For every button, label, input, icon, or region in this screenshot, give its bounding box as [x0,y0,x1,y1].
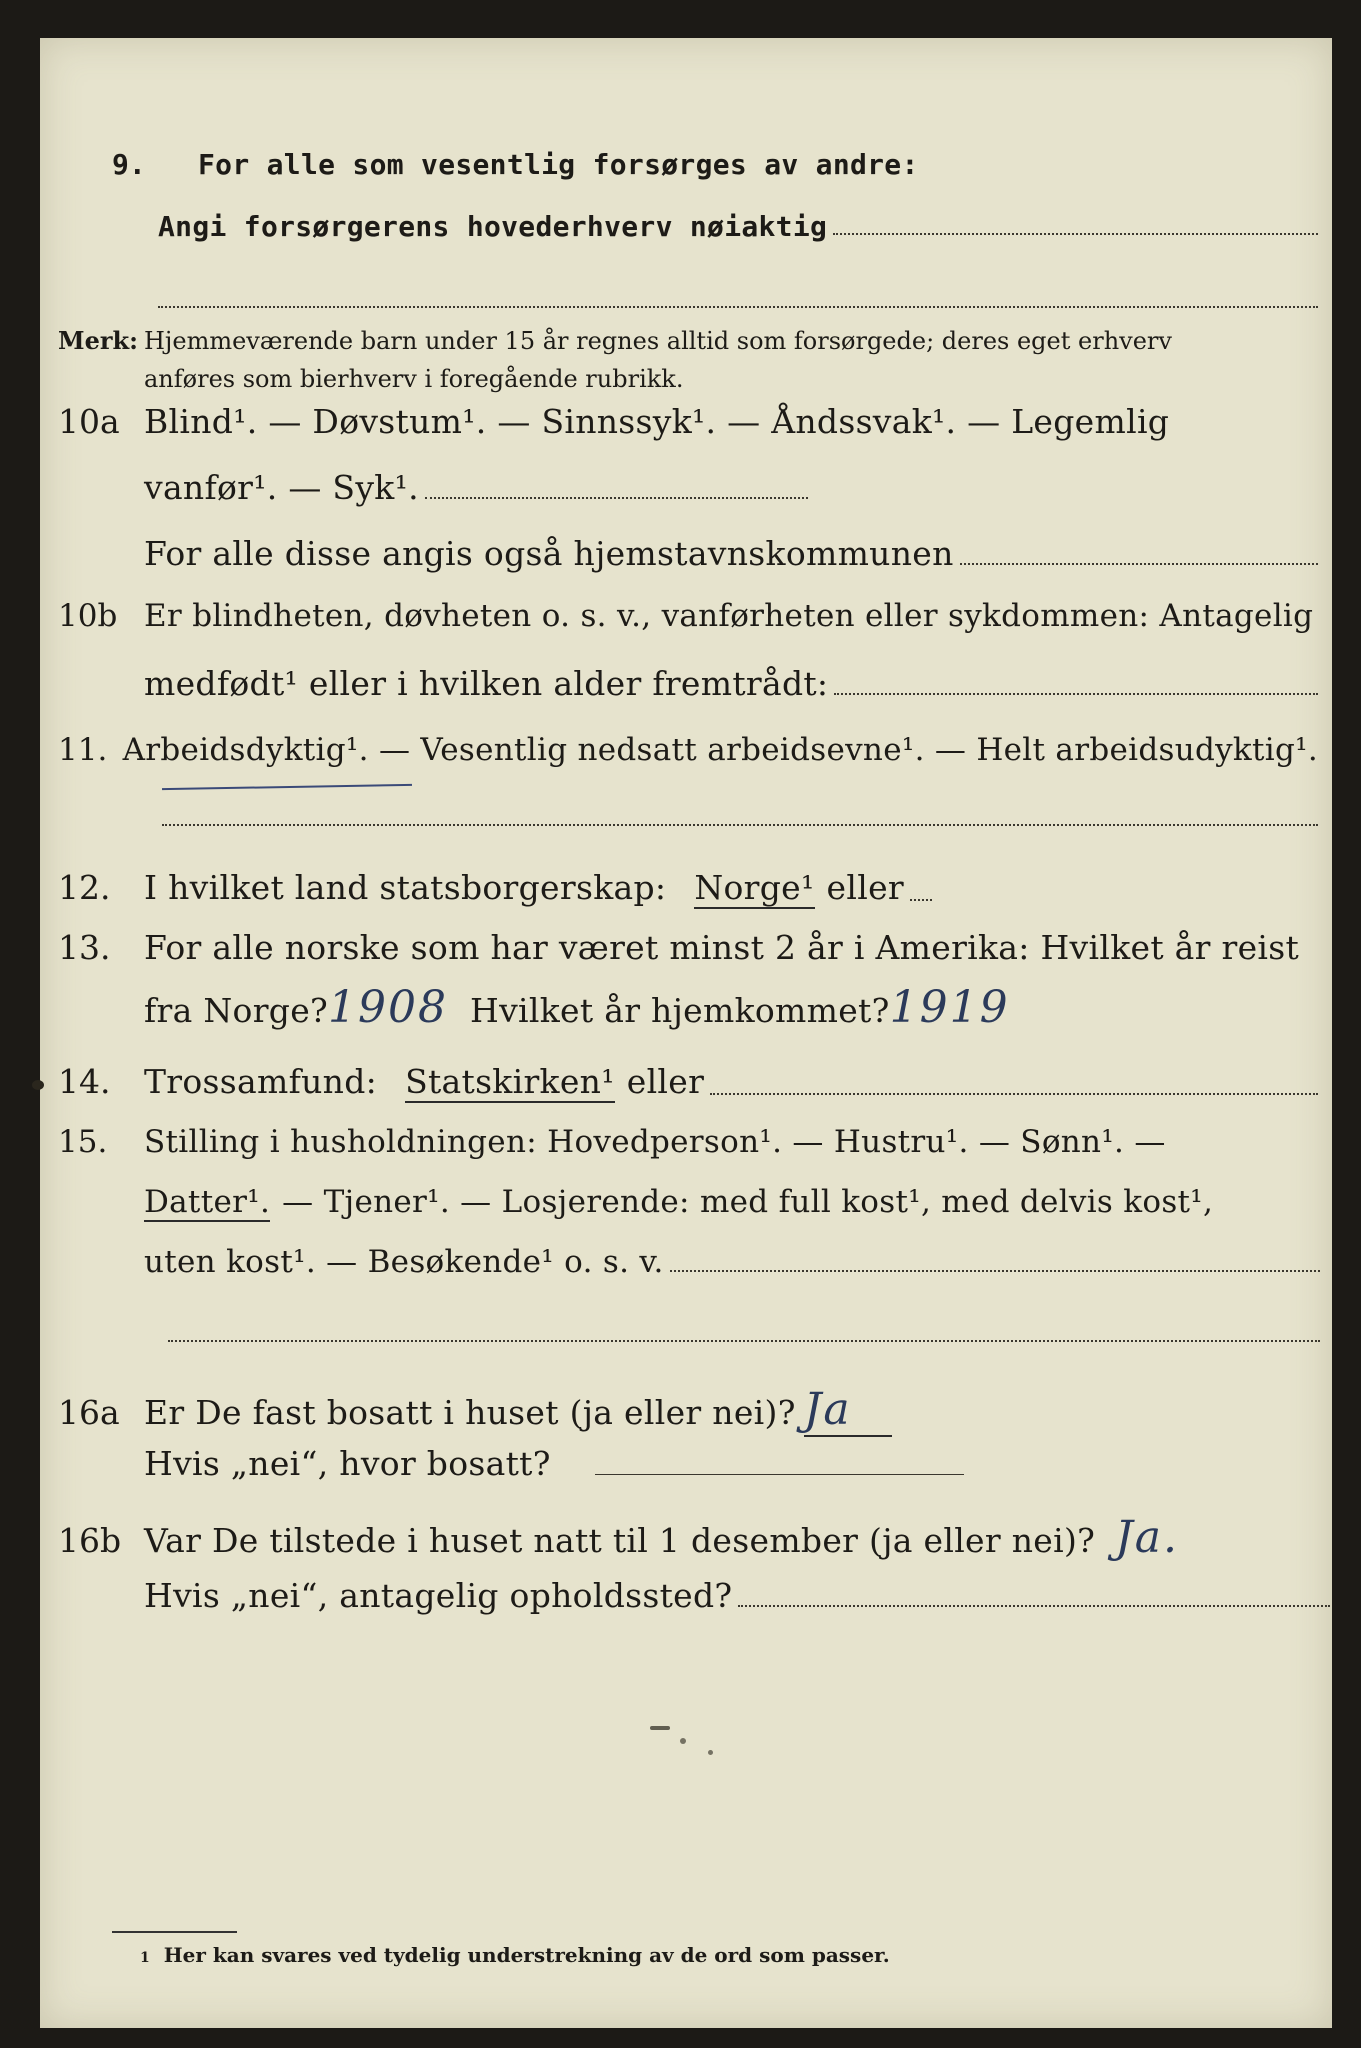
q15-number: 15. [58,1124,108,1160]
q14-number: 14. [58,1062,111,1101]
q14-eller: eller [626,1062,705,1101]
q10a-line1 [58,402,1318,441]
q10a-line3 [144,534,1318,573]
q10b-line2 [144,664,1318,703]
q14-label: Trossamfund: [144,1062,378,1101]
q16a-answer[interactable]: Ja [804,1384,892,1437]
q12-eller: eller [826,868,904,907]
merk-note [58,322,1172,398]
q16b-number: 16b [58,1521,122,1560]
stray-mark [650,1726,670,1730]
q16a-line2 [144,1444,964,1483]
q10b-question-2: medfødt¹ eller i hvilken alder fremtrådt: [144,664,829,703]
q11-number: 11. [58,732,108,768]
q14-answer-line[interactable] [710,1093,1318,1095]
q10a-options-2: vanfør¹. — Syk¹. [144,468,419,507]
q13-left-label: fra Norge? [144,991,329,1030]
q11-pencil-underline [162,784,412,790]
q9-number: 9. [112,148,146,181]
q13-question: For alle norske som har været minst 2 år i Amerika: Hvilket år reist [144,928,1300,967]
q15-line1 [58,1124,1318,1160]
q15-options-2: — Tjener¹. — Losjerende: med full kost¹, med delvis kost¹, [282,1184,1214,1220]
q9-answer-line-2[interactable] [158,306,1318,308]
q14-statskirken-underlined: Statskirken¹ [405,1062,615,1101]
q13-line1 [58,928,1318,967]
q16a-question: Er De fast bosatt i huset (ja eller nei)? [144,1393,796,1432]
q12-label: I hvilket land statsborgerskap: [144,868,667,907]
q10b-answer-line[interactable] [834,693,1318,695]
q10b-number: 10b [58,598,118,634]
q16b-answer[interactable]: Ja. [1115,1512,1180,1563]
q9-line2 [158,210,1318,243]
footnote-marker: 1 [140,1950,150,1966]
q10a-line2 [144,468,808,507]
q13-number: 13. [58,928,111,967]
q12-answer-line[interactable] [910,899,932,901]
q10b-question: Er blindheten, døvheten o. s. v., vanførheten eller sykdommen: Antagelig [144,598,1314,634]
q12-number: 12. [58,868,111,907]
q16a-number: 16a [58,1393,120,1432]
q16b-followup-line[interactable] [738,1605,1330,1607]
q16b-line1 [58,1512,1278,1563]
q13-left-answer[interactable]: 1908 [328,982,449,1033]
q12-norge-underlined: Norge¹ [694,868,815,907]
q15-options: Stilling i husholdningen: Hovedperson¹. — Hustru¹. — Sønn¹. — [144,1124,1166,1160]
q13-home-label: Hvilket år hjemkommet? [470,991,890,1030]
stray-mark [708,1750,713,1755]
q10a-number: 10a [58,402,120,441]
q16b-line2 [144,1576,1330,1615]
q10a-answer-line[interactable] [425,497,808,499]
stray-mark [680,1738,686,1744]
q15-answer-line[interactable] [670,1270,1320,1272]
merk-line2: anføres som bierhverv i foregående rubrikk. [144,365,684,393]
census-form-page [40,38,1332,2028]
q16a-line1 [58,1384,978,1437]
merk-tag: Merk: [58,326,138,355]
q15-line2 [144,1184,1324,1222]
q13-line2 [144,982,1144,1033]
q15-answer-line-2[interactable] [168,1340,1320,1342]
merk-line1: Hjemmeværende barn under 15 år regnes alltid som forsørgede; deres eget erhverv [144,327,1172,355]
q16b-question: Var De tilstede i huset natt til 1 desember (ja eller nei)? [144,1521,1096,1560]
q16a-followup: Hvis „nei“, hvor bosatt? [144,1444,551,1483]
q14-line [58,1062,1318,1103]
q11-line1 [58,732,1318,768]
footnote-rule [112,1931,237,1933]
q16b-followup: Hvis „nei“, antagelig opholdssted? [144,1576,733,1615]
q16a-followup-line[interactable] [595,1474,964,1475]
q15-options-3: uten kost¹. — Besøkende¹ o. s. v. [144,1244,664,1280]
q12-line [58,868,932,909]
q11-answer-line[interactable] [162,824,1318,826]
q9-label: Angi forsørgerens hovederhverv nøiaktig [158,210,828,243]
q11-options: Arbeidsdyktig¹. — Vesentlig nedsatt arbeidsevne¹. — Helt arbeidsudyktig¹. [122,732,1318,768]
q10b-line1 [58,598,1318,634]
q9-heading: For alle som vesentlig forsørges av andre: [198,148,919,181]
q10a-options: Blind¹. — Døvstum¹. — Sinnssyk¹. — Åndssvak¹. — Legemlig [144,402,1170,441]
q10a-hometown-line[interactable] [960,563,1318,565]
ink-dot [32,1080,44,1090]
footnote-text: Her kan svares ved tydelig understrekning av de ord som passer. [163,1943,890,1967]
q15-line3 [144,1244,1320,1280]
q13-home-answer[interactable]: 1919 [889,982,1010,1033]
q9-answer-line[interactable] [833,233,1318,235]
q9-line1 [112,148,1312,181]
q10a-hometown-label: For alle disse angis også hjemstavnskommunen [144,534,954,573]
footnote [138,1943,890,1967]
q15-datter-underlined: Datter¹. [144,1184,271,1220]
